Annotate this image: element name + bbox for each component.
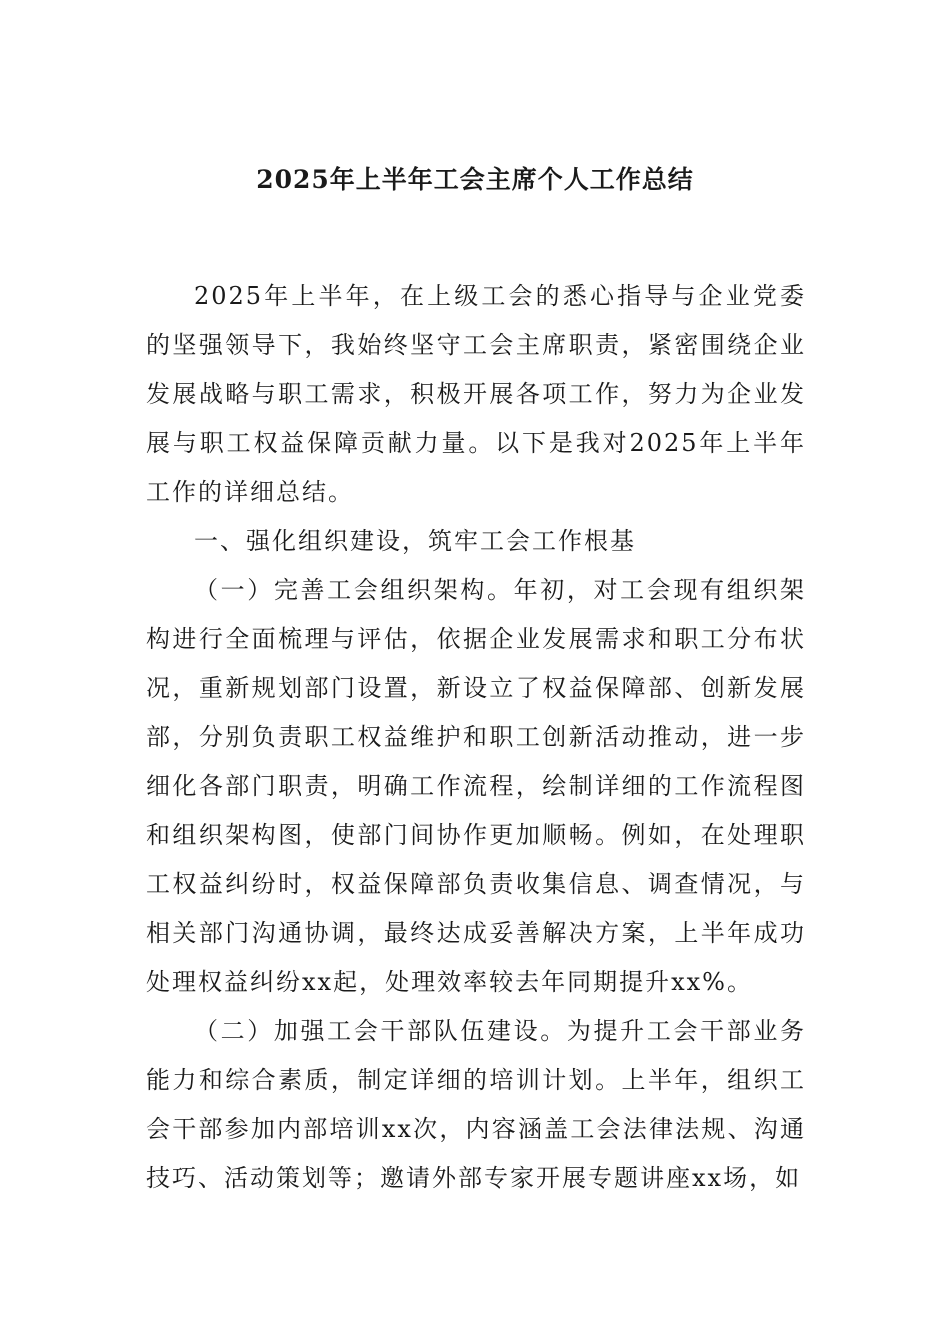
- paragraph-intro: 2025年上半年，在上级工会的悉心指导与企业党委的坚强领导下，我始终坚守工会主席职责，紧密围绕企业发展战略与职工需求，积极开展各项工作，努力为企业发展与职工权益保障贡献力量。以下是我对2025年上半年工作的详细总结。: [146, 282, 806, 506]
- paragraph-subsection-1: （一）完善工会组织架构。年初，对工会现有组织架构进行全面梳理与评估，依据企业发展需求和职工分布状况，重新规划部门设置，新设立了权益保障部、创新发展部，分别负责职工权益维护和职工创新活动推动，进一步细化各部门职责，明确工作流程，绘制详细的工作流程图和组织架构图，使部门间协作更加顺畅。例如，在处理职工权益纠纷时，权益保障部负责收集信息、调查情况，与相关部门沟通协调，最终达成妥善解决方案，上半年成功处理权益纠纷xx起，处理效率较去年同期提升xx%。: [146, 576, 806, 996]
- document-title: 2025年上半年工会主席个人工作总结: [256, 165, 694, 194]
- paragraph-subsection-2: （二）加强工会干部队伍建设。为提升工会干部业务能力和综合素质，制定详细的培训计划。上半年，组织工会干部参加内部培训xx次，内容涵盖工会法律法规、沟通技巧、活动策划等；邀请外部专家开展专题讲座xx场，如: [146, 1017, 806, 1192]
- section-heading-1: 一、强化组织建设，筑牢工会工作根基: [194, 527, 636, 555]
- document-body: [146, 272, 806, 1203]
